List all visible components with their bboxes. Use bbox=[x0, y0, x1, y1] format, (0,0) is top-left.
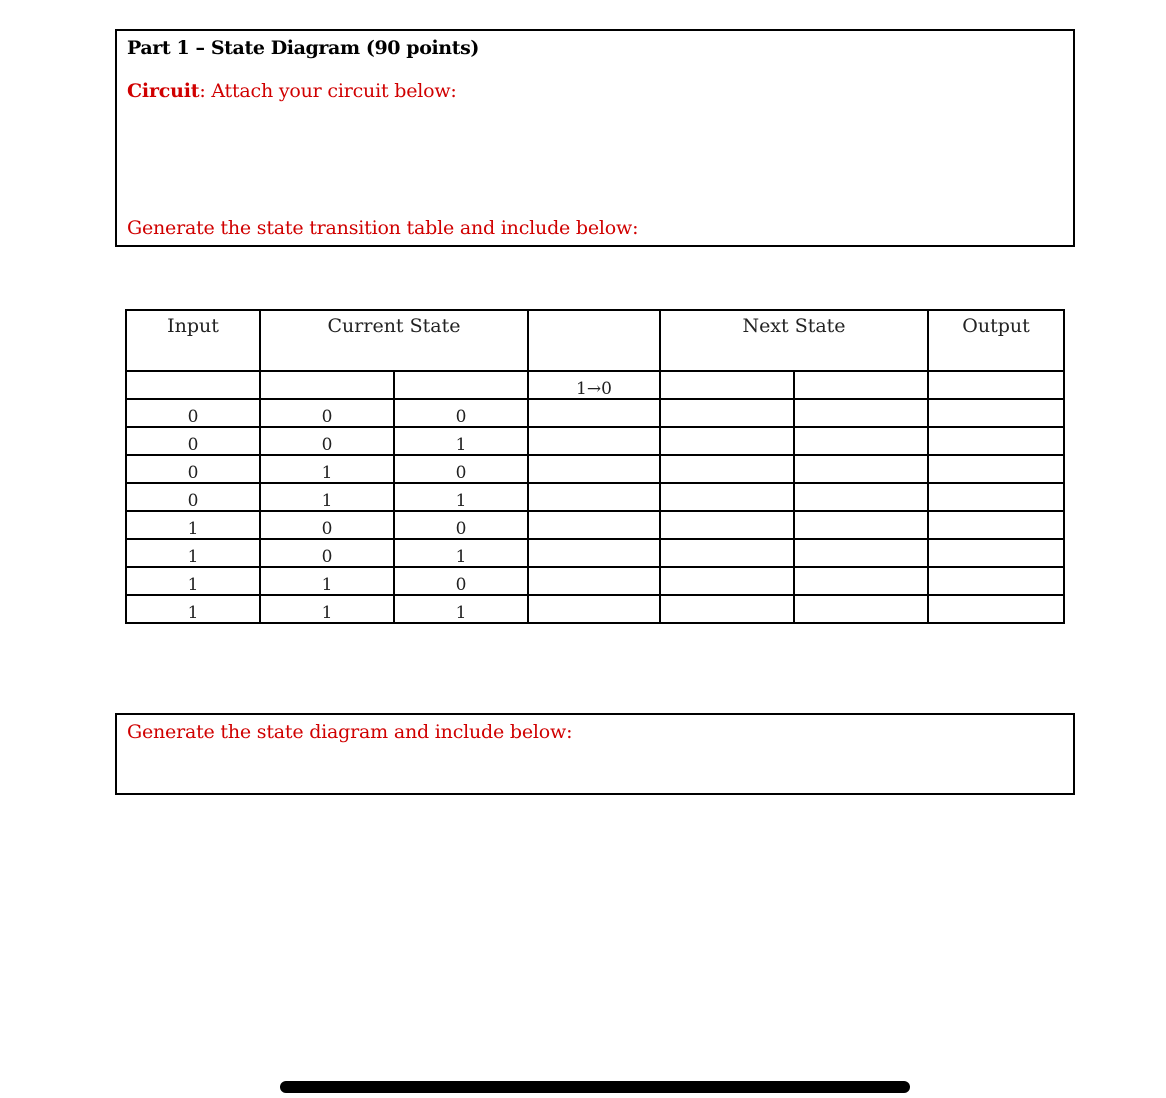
header-output: Output bbox=[928, 310, 1064, 371]
current-state-cell: 1 bbox=[260, 595, 394, 623]
empty-cell bbox=[928, 399, 1064, 427]
input-cell: 0 bbox=[126, 483, 260, 511]
empty-cell bbox=[660, 567, 794, 595]
current-state-cell: 0 bbox=[394, 399, 528, 427]
current-state-cell: 0 bbox=[394, 511, 528, 539]
empty-cell bbox=[528, 567, 660, 595]
current-state-cell: 1 bbox=[394, 427, 528, 455]
table-row bbox=[126, 483, 1064, 511]
table-cell bbox=[794, 371, 928, 399]
input-cell: 1 bbox=[126, 511, 260, 539]
empty-cell bbox=[528, 483, 660, 511]
empty-cell bbox=[794, 455, 928, 483]
empty-cell bbox=[928, 595, 1064, 623]
current-state-cell: 1 bbox=[260, 483, 394, 511]
table-header-row bbox=[126, 310, 1064, 371]
current-state-cell: 0 bbox=[394, 567, 528, 595]
current-state-cell: 0 bbox=[260, 427, 394, 455]
empty-cell bbox=[928, 427, 1064, 455]
current-state-cell: 1 bbox=[394, 539, 528, 567]
empty-cell bbox=[528, 511, 660, 539]
current-state-cell: 0 bbox=[260, 511, 394, 539]
circuit-text: : Attach your circuit below: bbox=[199, 80, 457, 102]
empty-cell bbox=[528, 455, 660, 483]
circuit-section bbox=[115, 29, 1075, 247]
table-cell bbox=[660, 371, 794, 399]
table-instruction: Generate the state transition table and include below: bbox=[127, 217, 639, 239]
current-state-cell: 1 bbox=[260, 455, 394, 483]
empty-cell bbox=[794, 539, 928, 567]
table-cell bbox=[928, 371, 1064, 399]
state-transition-table bbox=[125, 309, 1065, 624]
transition-label: 1→0 bbox=[528, 371, 660, 399]
table-row bbox=[126, 595, 1064, 623]
empty-cell bbox=[928, 455, 1064, 483]
table-cell bbox=[260, 371, 394, 399]
empty-cell bbox=[528, 595, 660, 623]
empty-cell bbox=[928, 483, 1064, 511]
empty-cell bbox=[794, 567, 928, 595]
table-row bbox=[126, 427, 1064, 455]
empty-cell bbox=[528, 399, 660, 427]
table-row bbox=[126, 539, 1064, 567]
diagram-instruction: Generate the state diagram and include below: bbox=[127, 721, 573, 743]
empty-cell bbox=[794, 427, 928, 455]
table-row bbox=[126, 399, 1064, 427]
empty-cell bbox=[794, 511, 928, 539]
input-cell: 0 bbox=[126, 399, 260, 427]
empty-cell bbox=[928, 511, 1064, 539]
current-state-cell: 0 bbox=[260, 539, 394, 567]
empty-cell bbox=[928, 539, 1064, 567]
table-cell bbox=[126, 371, 260, 399]
section-heading: Part 1 – State Diagram (90 points) bbox=[127, 37, 479, 59]
table-row bbox=[126, 511, 1064, 539]
current-state-cell: 0 bbox=[260, 399, 394, 427]
input-cell: 1 bbox=[126, 539, 260, 567]
header-current-state: Current State bbox=[260, 310, 528, 371]
empty-cell bbox=[660, 483, 794, 511]
table-cell bbox=[394, 371, 528, 399]
empty-cell bbox=[794, 483, 928, 511]
empty-cell bbox=[660, 399, 794, 427]
current-state-cell: 0 bbox=[394, 455, 528, 483]
home-indicator[interactable] bbox=[280, 1081, 910, 1093]
input-cell: 0 bbox=[126, 427, 260, 455]
current-state-cell: 1 bbox=[394, 483, 528, 511]
table-row bbox=[126, 567, 1064, 595]
empty-cell bbox=[528, 539, 660, 567]
empty-cell bbox=[794, 399, 928, 427]
empty-cell bbox=[660, 455, 794, 483]
empty-cell bbox=[528, 427, 660, 455]
input-cell: 1 bbox=[126, 595, 260, 623]
current-state-cell: 1 bbox=[260, 567, 394, 595]
table-row bbox=[126, 455, 1064, 483]
empty-cell bbox=[660, 595, 794, 623]
circuit-prompt bbox=[127, 80, 457, 102]
empty-cell bbox=[660, 511, 794, 539]
input-cell: 0 bbox=[126, 455, 260, 483]
empty-cell bbox=[928, 567, 1064, 595]
header-blank bbox=[528, 310, 660, 371]
circuit-label: Circuit bbox=[127, 80, 200, 102]
table-subheader-row bbox=[126, 371, 1064, 399]
input-cell: 1 bbox=[126, 567, 260, 595]
empty-cell bbox=[660, 539, 794, 567]
header-input: Input bbox=[126, 310, 260, 371]
header-next-state: Next State bbox=[660, 310, 928, 371]
empty-cell bbox=[794, 595, 928, 623]
diagram-section bbox=[115, 713, 1075, 795]
empty-cell bbox=[660, 427, 794, 455]
current-state-cell: 1 bbox=[394, 595, 528, 623]
